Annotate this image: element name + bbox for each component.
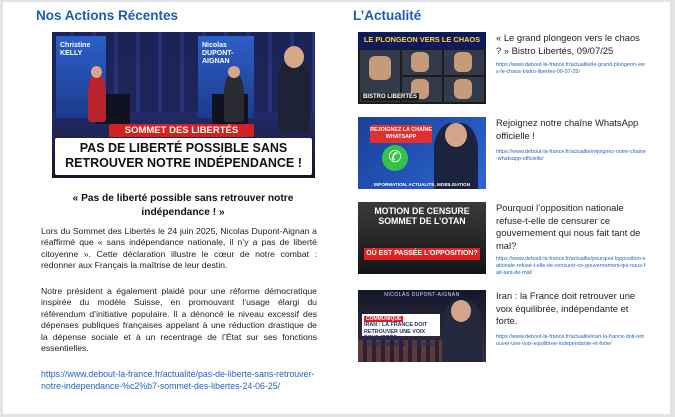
- speaker-left-head: [91, 66, 102, 78]
- thumb-person-head: [445, 123, 467, 147]
- news-thumbnail[interactable]: [358, 32, 486, 104]
- news-link[interactable]: https://www.debout-la-france.fr/actualite/iran-la-france-doit-retrouver-une-voix-equilibree-independante-et-forte/: [496, 334, 645, 347]
- thumb-pill: REJOIGNEZ LA CHAÎNE WHATSAPP: [370, 125, 432, 143]
- speaker-left-figure: [88, 74, 106, 122]
- thumb-footer: INFORMATION, ACTUALITÉ, MOBILISATION: [373, 182, 471, 187]
- article-link[interactable]: https://www.debout-la-france.fr/actualite/pas-de-liberte-sans-retrouver-notre-independance-%c2%b7-sommet-des-libertes-24-06-25/: [41, 369, 315, 391]
- communique-tag: COMMUNIQUÉ: [366, 316, 402, 322]
- news-thumbnail[interactable]: [358, 202, 486, 274]
- section-title-actualite: L’Actualité: [353, 8, 422, 23]
- news-title[interactable]: « Le grand plongeon vers le chaos ? » Bistro Libertés, 09/07/25: [496, 32, 640, 56]
- news-link[interactable]: https://www.debout-la-france.fr/actualite/le-grand-plongeon-vers-le-chaos-bistro-libertes-09-07-25/: [496, 62, 646, 75]
- article-paragraph-2: Notre président a également plaidé pour une réforme démocratique inspirée du modèle Suisse, en promouvant l’usage élargi du référendum d’initiative populaire. Il a dénoncé le niveau excessif des dépenses publiques françaises appelant à une réduction drastique de la dépense sociale et à un recentrage de l’État sur ses fonctions essentielles.: [41, 286, 317, 354]
- news-link[interactable]: https://www.debout-la-france.fr/actualite/pourquoi-lopposition-nationale-refuse-t-elle-de-censurer-ce-gouvernement-qui-nous-fait-tant-de-mal/: [496, 256, 646, 276]
- thumb-header: MOTION DE CENSURE SOMMET DE L’OTAN: [374, 206, 470, 226]
- thumb-person-head: [451, 300, 471, 322]
- news-title[interactable]: Pourquoi l’opposition nationale refuse-t-elle de censurer ce gouvernement qui nous fait tant de mal?: [496, 202, 641, 251]
- speaker-right-head: [228, 66, 240, 78]
- hero-banner-white: PAS DE LIBERTÉ POSSIBLE SANS RETROUVER NOTRE INDÉPENDANCE !: [55, 138, 312, 175]
- screen-right-text: Nicolas DUPONT-AIGNAN: [202, 42, 234, 65]
- thumb-header: LE PLONGEON VERS LE CHAOS: [363, 35, 481, 44]
- news-title[interactable]: Rejoignez notre chaîne WhatsApp officielle !: [496, 117, 639, 141]
- news-thumbnail[interactable]: [358, 117, 486, 189]
- thumb-top-text: NICOLAS DUPONT-AIGNAN: [384, 292, 460, 298]
- thumb-red-label: OÙ EST PASSÉE L’OPPOSITION?: [364, 248, 480, 260]
- communique-text: IRAN : LA FRANCE DOIT RETROUVER UNE VOIX ÉQUILIBRÉE, INDÉPENDANTE ET FORTE: [364, 322, 435, 348]
- foreground-head: [284, 46, 304, 68]
- section-title-actions: Nos Actions Récentes: [36, 8, 179, 23]
- news-link[interactable]: https://www.debout-la-france.fr/actualite/rejoignez-notre-chaine-whatsapp-officielle/: [496, 149, 646, 162]
- hero-image[interactable]: [52, 32, 315, 178]
- thumb-face: [454, 52, 472, 72]
- whatsapp-icon: ✆: [382, 145, 408, 171]
- thumb-communique-box: [362, 314, 440, 348]
- screen-left-text: Christine KELLY: [60, 42, 91, 57]
- bistro-logo: BISTRO LIBERTÉS: [363, 94, 418, 100]
- hero-banner-red: SOMMET DES LIBERTÉS: [109, 124, 254, 137]
- thumb-face: [454, 79, 472, 99]
- newsletter-page: [3, 2, 670, 414]
- news-title[interactable]: Iran : la France doit retrouver une voix équilibrée, indépendante et forte.: [496, 290, 636, 326]
- article-quote: « Pas de liberté possible sans retrouver notre indépendance ! »: [72, 193, 294, 218]
- article-paragraph-1: Lors du Sommet des Libertés le 24 juin 2025, Nicolas Dupont-Aignan a réaffirmé que « sans indépendance nationale, il n’y a pas de liberté citoyenne ». Cette déclaration illustre le cœur de notre combat : redonner aux Français la maîtrise de leur destin.: [41, 226, 317, 271]
- thumb-face: [411, 52, 429, 72]
- thumb-face: [369, 56, 391, 80]
- news-thumbnail[interactable]: [358, 290, 486, 362]
- speaker-right-figure: [224, 74, 244, 122]
